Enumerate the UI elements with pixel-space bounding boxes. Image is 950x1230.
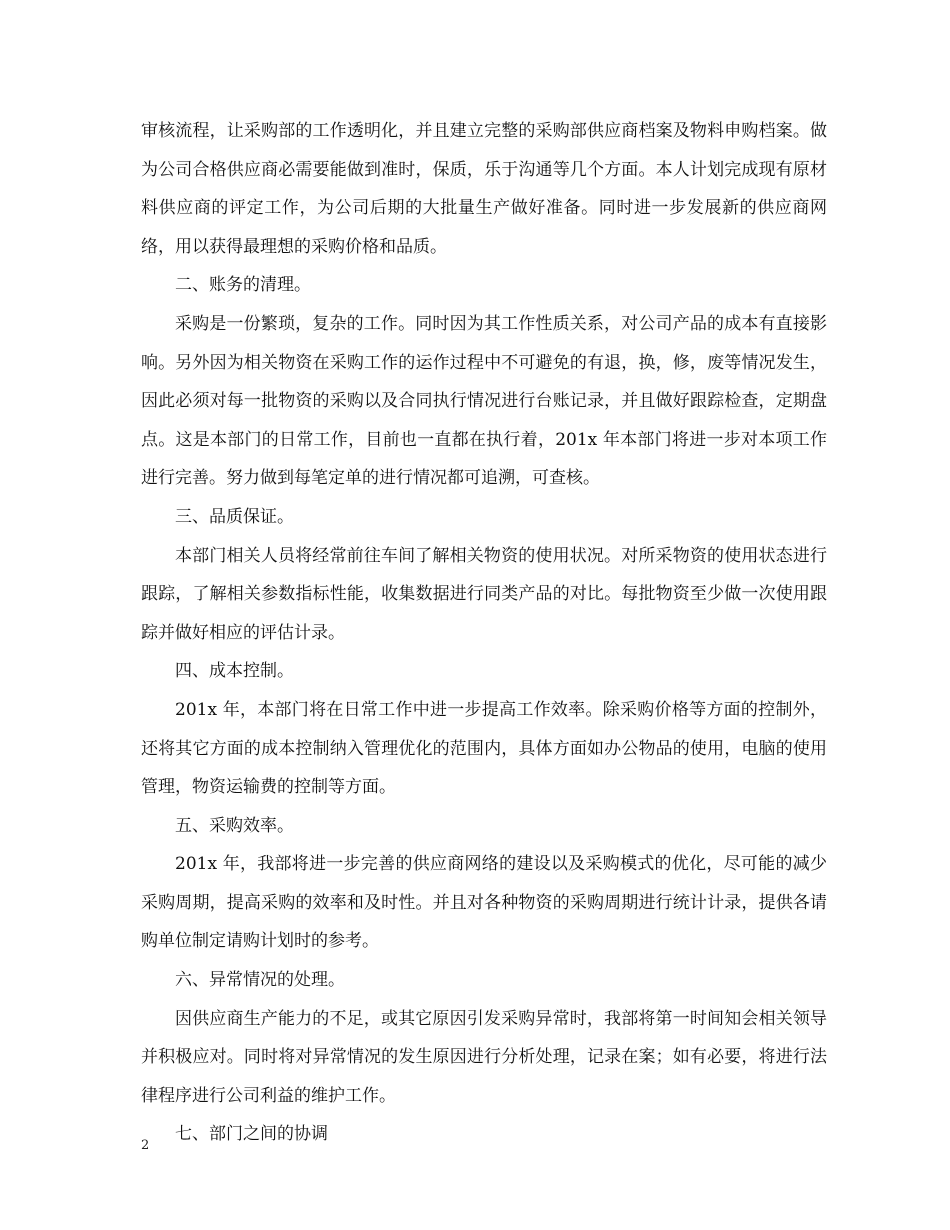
document-body bbox=[141, 112, 827, 1154]
section-heading-quality: 三、品质保证。 bbox=[175, 506, 294, 527]
paragraph-cost: 201x 年，本部门将在日常工作中进一步提高工作效率。除采购价格等方面的控制外，还将其它方面的成本控制纳入管理优化的范围内，具体方面如办公物品的使用，电脑的使用管理，物资运输费的控制等方面。 bbox=[141, 699, 827, 798]
section-heading-efficiency: 五、采购效率。 bbox=[175, 815, 294, 836]
paragraph-supplier-review: 审核流程，让采购部的工作透明化，并且建立完整的采购部供应商档案及物料申购档案。做为公司合格供应商必需要能做到准时，保质，乐于沟通等几个方面。本人计划完成现有原材料供应商的评定工作，为公司后期的大批量生产做好准备。同时进一步发展新的供应商网络，用以获得最理想的采购价格和品质。 bbox=[141, 121, 827, 257]
paragraph-efficiency: 201x 年，我部将进一步完善的供应商网络的建设以及采购模式的优化，尽可能的减少采购周期，提高采购的效率和及时性。并且对各种物资的采购周期进行统计计录，提供各请购单位制定请购计划时的参考。 bbox=[141, 854, 827, 952]
section-heading-exceptions: 六、异常情况的处理。 bbox=[175, 970, 345, 991]
section-heading-accounts: 二、账务的清理。 bbox=[175, 275, 311, 296]
section-heading-coordination: 七、部门之间的协调 bbox=[175, 1124, 328, 1145]
section-heading-cost: 四、成本控制。 bbox=[175, 661, 294, 682]
page-number: 2 bbox=[141, 1138, 150, 1153]
paragraph-exceptions: 因供应商生产能力的不足，或其它原因引发采购异常时，我部将第一时间知会相关领导并积极应对。同时将对异常情况的发生原因进行分析处理，记录在案；如有必要，将进行法律程序进行公司利益的维护工作。 bbox=[141, 1008, 827, 1106]
paragraph-accounts: 采购是一份繁琐，复杂的工作。同时因为其工作性质关系，对公司产品的成本有直接影响。另外因为相关物资在采购工作的运作过程中不可避免的有退，换，修，废等情况发生，因此必须对每一批物资的采购以及合同执行情况进行台账记录，并且做好跟踪检查，定期盘点。这是本部门的日常工作，目前也一直都在执行着，201x 年本部门将进一步对本项工作进行完善。努力做到每笔定单的进行情况都可追溯，可查核。 bbox=[141, 313, 827, 489]
paragraph-quality: 本部门相关人员将经常前往车间了解相关物资的使用状况。对所采物资的使用状态进行跟踪，了解相关参数指标性能，收集数据进行同类产品的对比。每批物资至少做一次使用跟踪并做好相应的评估计录。 bbox=[141, 545, 827, 643]
